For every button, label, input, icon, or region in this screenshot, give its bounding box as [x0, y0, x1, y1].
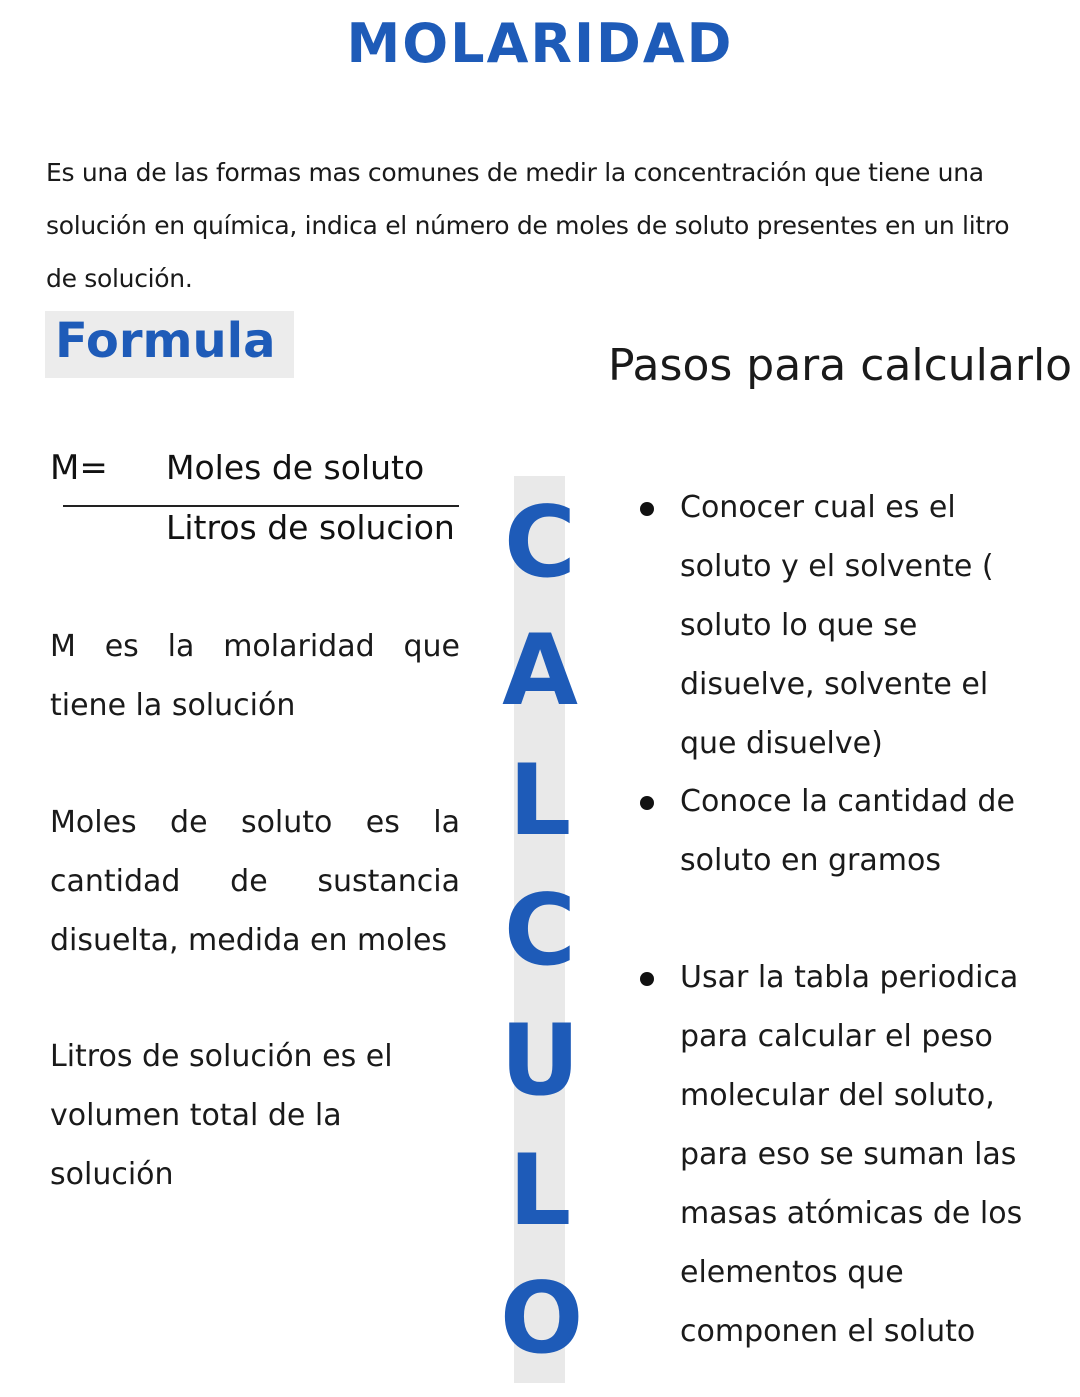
bullet-icon	[640, 796, 654, 810]
list-item	[640, 772, 1030, 890]
definition-molarity: M es la molaridad que tiene la solución	[50, 629, 460, 723]
vertical-letter: A	[502, 614, 578, 728]
formula-heading: Formula	[55, 313, 276, 369]
vertical-letter: L	[508, 1134, 572, 1248]
vertical-letter: C	[504, 874, 576, 988]
page-title: MOLARIDAD	[346, 12, 734, 75]
definition-moles: Moles de soluto es la cantidad de sustancia disuelta, medida en moles	[50, 805, 460, 958]
vertical-letter: O	[500, 1262, 584, 1376]
bullet-icon	[640, 972, 654, 986]
intro-paragraph: Es una de las formas mas comunes de medir la concentración que tiene una solución en química, indica el número de moles de soluto presentes en un litro de solución.	[46, 158, 1010, 293]
formula-heading-box	[45, 311, 294, 378]
formula-denominator: Litros de solucion	[166, 508, 455, 547]
bullet-icon	[640, 502, 654, 516]
step-text: Conoce la cantidad de soluto en gramos	[680, 784, 1015, 878]
fraction-bar	[63, 505, 459, 507]
list-item	[640, 478, 1030, 773]
vertical-letter: C	[504, 486, 576, 600]
step-text: Conocer cual es el soluto y el solvente ( soluto lo que se disuelve, solvente el que disuelve)	[680, 490, 994, 761]
steps-heading: Pasos para calcularlo	[608, 340, 1073, 391]
step-text: Usar la tabla periodica para calcular el peso molecular del soluto, para eso se suman las masas atómicas de los elementos que componen el soluto	[680, 960, 1023, 1349]
formula-numerator: Moles de soluto	[166, 448, 425, 487]
formula-lhs: M=	[50, 448, 108, 488]
vertical-letter: U	[500, 1004, 580, 1118]
vertical-letter: L	[508, 744, 572, 858]
definition-liters: Litros de solución es el volumen total de la solución	[50, 1039, 393, 1192]
list-item	[640, 948, 1030, 1361]
